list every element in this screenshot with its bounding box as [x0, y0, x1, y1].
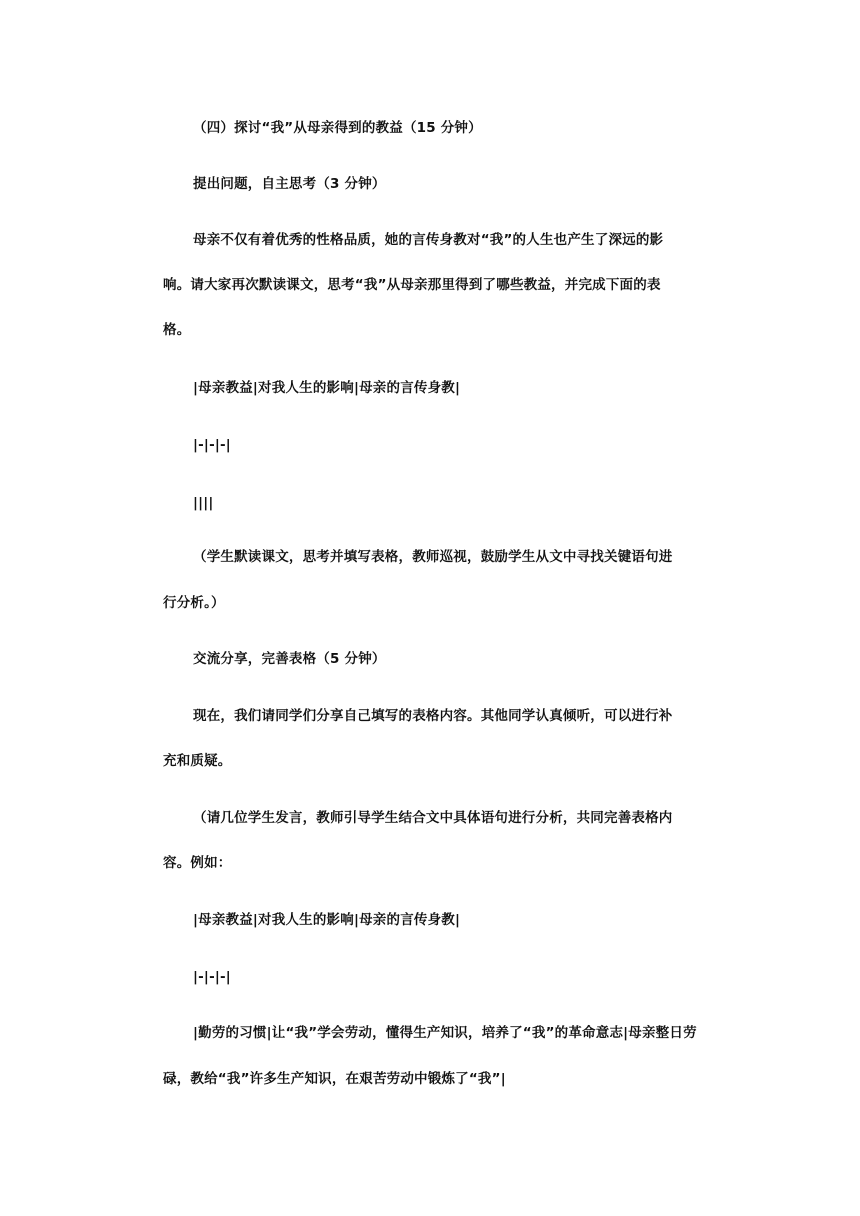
table-empty-row: |||| [193, 495, 214, 511]
paragraph-line: （学生默读课文，思考并填写表格，教师巡视，鼓励学生从文中寻找关键语句进 [193, 549, 673, 565]
paragraph-line: 响。请大家再次默读课文，思考“我”从母亲那里得到了哪些教益，并完成下面的表 [163, 277, 661, 293]
table-data-row-continuation: 碌，教给“我”许多生产知识，在艰苦劳动中锻炼了“我”| [163, 1071, 506, 1087]
table-header-row: |母亲教益|对我人生的影响|母亲的言传身教| [193, 912, 461, 928]
table-header-row: |母亲教益|对我人生的影响|母亲的言传身教| [193, 380, 461, 396]
paragraph-line: 行分析。） [163, 595, 225, 611]
paragraph-line: 母亲不仅有着优秀的性格品质，她的言传身教对“我”的人生也产生了深远的影 [193, 232, 664, 248]
paragraph-line: 现在，我们请同学们分享自己填写的表格内容。其他同学认真倾听，可以进行补 [193, 708, 673, 724]
table-separator-row: |-|-|-| [193, 437, 231, 453]
paragraph-line: （请几位学生发言，教师引导学生结合文中具体语句进行分析，共同完善表格内 [193, 810, 673, 826]
paragraph-line: 容。例如： [163, 855, 232, 871]
section-heading: （四）探讨“我”从母亲得到的教益（15 分钟） [193, 120, 482, 136]
table-data-row: |勤劳的习惯|让“我”学会劳动，懂得生产知识，培养了“我”的革命意志|母亲整日劳 [193, 1025, 697, 1041]
paragraph-line: 充和质疑。 [163, 753, 232, 769]
subsection-heading: 交流分享，完善表格（5 分钟） [193, 651, 386, 667]
subsection-heading: 提出问题，自主思考（3 分钟） [193, 176, 386, 192]
paragraph-line: 格。 [163, 322, 191, 338]
table-separator-row: |-|-|-| [193, 969, 231, 985]
